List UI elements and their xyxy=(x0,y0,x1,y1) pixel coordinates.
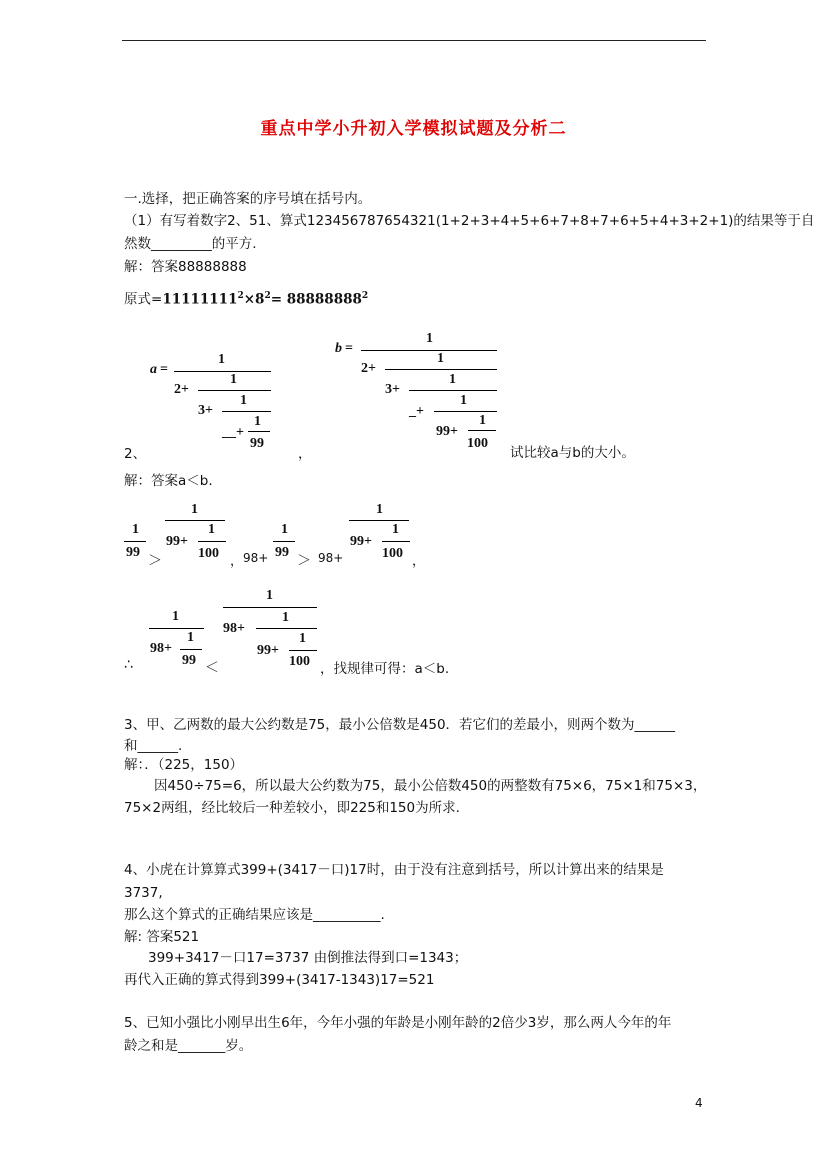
therefore-sign: ∴ xyxy=(124,657,133,673)
r2-num5: 1 xyxy=(299,631,306,646)
q4-line1: 4、小虎在计算算式399+(3417－口)17时，由于没有注意到括号，所以计算出来的结果是 xyxy=(124,862,664,878)
q4-line3: 那么这个算式的正确结果应该是__________. xyxy=(124,907,385,923)
r2-den99: 99 xyxy=(182,653,196,668)
b-dots-plus: _+ xyxy=(409,404,424,419)
formula-c: = 88888888 xyxy=(270,291,362,308)
var-b: b xyxy=(335,341,342,356)
q2-conclusion: ，找规律可得：a＜b. xyxy=(320,661,450,677)
b-num5: 1 xyxy=(479,413,486,428)
q3-explain1: 因450÷75=6，所以最大公约数为75，最小公倍数450的两整数有75×6，75×1和75×3， xyxy=(154,778,707,794)
b-num2: 1 xyxy=(437,351,444,366)
q3-explain2: 75×2两组，经比较后一种差较小，即225和150为所求. xyxy=(124,800,460,816)
formula-prefix: 原式= xyxy=(124,291,163,308)
a-three-plus: 3+ xyxy=(198,403,213,418)
q3-line1: 3、甲、乙两数的最大公约数是75，最小公倍数是450．若它们的差最小，则两个数为______ xyxy=(124,717,676,733)
formula-a: 11111111 xyxy=(162,291,238,308)
q1-formula xyxy=(124,287,368,309)
q4-answer: 解: 答案521 xyxy=(124,929,200,945)
r2-num2: 1 xyxy=(187,630,194,645)
q1-line1: （1）有写着数字2、51、算式123456787654321(1+2+3+4+5+6+7+8+7+6+5+4+3+2+1)的结果等于自 xyxy=(124,213,815,229)
var-a: a xyxy=(150,362,157,377)
a-num4: 1 xyxy=(254,414,261,429)
b-den100: 100 xyxy=(467,436,488,451)
r1-comma: ， xyxy=(230,554,244,569)
a-num2: 1 xyxy=(230,372,237,387)
q3-line2: 和______. xyxy=(124,738,183,754)
r1-num6: 1 xyxy=(392,522,399,537)
q4-line2: 3737, xyxy=(124,885,163,901)
r1-den99: 99 xyxy=(126,545,140,560)
r1-num4: 1 xyxy=(281,522,288,537)
a-dots-plus: __+ xyxy=(222,425,244,440)
page-title: 重点中学小升初入学模拟试题及分析二 xyxy=(260,119,567,139)
a-den99: 99 xyxy=(250,436,264,451)
formula-sup-a: 2 xyxy=(237,291,244,301)
q4-step2: 再代入正确的算式得到399+(3417-1343)17=521 xyxy=(124,972,435,988)
b-99-plus: 99+ xyxy=(436,424,458,439)
r2-num1: 1 xyxy=(172,609,179,624)
r1-comma2: ， xyxy=(412,554,426,569)
r1-den100: 100 xyxy=(198,546,219,561)
r1-gt2: ＞ xyxy=(297,554,311,569)
b-num1: 1 xyxy=(426,331,433,346)
b-num4: 1 xyxy=(460,393,467,408)
a-num3: 1 xyxy=(240,393,247,408)
a-two-plus: 2+ xyxy=(174,382,189,397)
r1-99-plus: 99+ xyxy=(166,534,188,549)
header-rule xyxy=(122,40,706,41)
eq-b: = xyxy=(345,341,353,356)
r2-98-plus: 98+ xyxy=(150,641,172,656)
formula-sup-c: 2 xyxy=(361,291,369,301)
r1-gt: ＞ xyxy=(148,554,162,569)
r1-num5: 1 xyxy=(376,502,383,517)
q2-compare: 试比较a与b的大小。 xyxy=(510,445,635,461)
r1-98plus-b: 98+ xyxy=(318,551,344,565)
a-num1: 1 xyxy=(218,352,225,367)
r1-den100b: 100 xyxy=(382,546,403,561)
formula-sup-b: 2 xyxy=(264,291,271,301)
q3-answer: 解：．（225，150） xyxy=(124,757,244,773)
q1-answer: 解：答案88888888 xyxy=(124,259,247,275)
r2-num3: 1 xyxy=(266,588,273,603)
page-number: 4 xyxy=(695,1096,703,1110)
r1-num3: 1 xyxy=(208,522,215,537)
r1-98plus: 98+ xyxy=(243,551,269,565)
b-three-plus: 3+ xyxy=(385,382,400,397)
r2-lt: ＜ xyxy=(205,661,219,676)
b-num3: 1 xyxy=(449,372,456,387)
r1-den99b: 99 xyxy=(275,545,289,560)
q5-line2: 龄之和是_______岁。 xyxy=(124,1038,253,1054)
q2-answer: 解：答案a＜b. xyxy=(124,473,213,489)
r2-num4: 1 xyxy=(282,610,289,625)
b-two-plus: 2+ xyxy=(361,361,376,376)
r2-99-plus: 99+ xyxy=(257,643,279,658)
formula-b: ×8 xyxy=(243,291,265,308)
q1-line2: 然数_________的平方. xyxy=(124,236,257,252)
q4-step1: 399+3417－口17=3737 由倒推法得到口=1343； xyxy=(148,950,468,966)
q5-line1: 5、已知小强比小刚早出生6年，今年小强的年龄是小刚年龄的2倍少3岁，那么两人今年的年 xyxy=(124,1015,672,1031)
section1-heading: 一.选择，把正确答案的序号填在括号内。 xyxy=(124,191,372,207)
r1-99-plus-b: 99+ xyxy=(350,534,372,549)
r2-98-plus-b: 98+ xyxy=(223,621,245,636)
r1-num2: 1 xyxy=(191,502,198,517)
eq-a: = xyxy=(160,362,168,377)
q2-comma: ， xyxy=(298,446,312,462)
r2-den100: 100 xyxy=(289,654,310,669)
q2-number: 2、 xyxy=(124,446,147,462)
r1-num1: 1 xyxy=(132,522,139,537)
